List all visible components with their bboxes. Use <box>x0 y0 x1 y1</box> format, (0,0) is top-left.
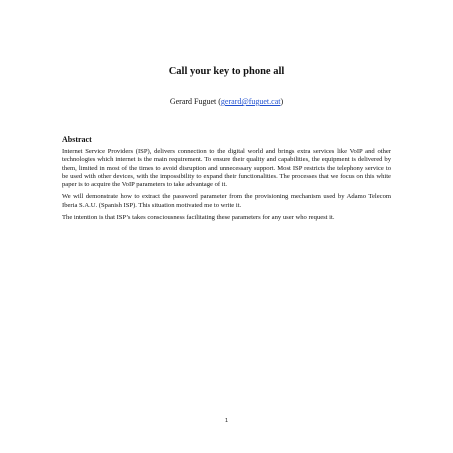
abstract-heading: Abstract <box>62 135 92 144</box>
abstract-section <box>62 135 391 226</box>
abstract-paragraph-1: Internet Service Providers (ISP), delivers connection to the digital world and brings extra services like VoIP and other technologies which internet is the main requirement. To ensure their quality and capabilities, the equipment is delivered by them, limited in most of the times to avoid disruption and unnecessary support. Most ISP restricts the telephony service to be used with other devices, with the impossibility to expand their functionalities. The processes that we focus on this white paper is to acquire the VoIP parameters to take advantage of it. <box>62 148 391 189</box>
paper-title: Call your key to phone all <box>168 66 285 77</box>
author-email-link[interactable]: gerard@fuguet.cat <box>220 97 281 106</box>
author-line <box>0 97 453 106</box>
abstract-paragraph-2: We will demonstrate how to extract the password parameter from the provisioning mechanism used by Adamo Telecom Iberia S.A.U. (Spanish ISP). This situation motivated me to write it. <box>62 193 391 209</box>
abstract-paragraph-3: The intention is that ISP’s takes consciousness facilitating these parameters for any user who request it. <box>62 214 335 222</box>
author-name: Gerard Fuguet ( <box>169 97 221 106</box>
page-number: 1 <box>224 418 229 424</box>
author-close: ) <box>280 97 284 106</box>
